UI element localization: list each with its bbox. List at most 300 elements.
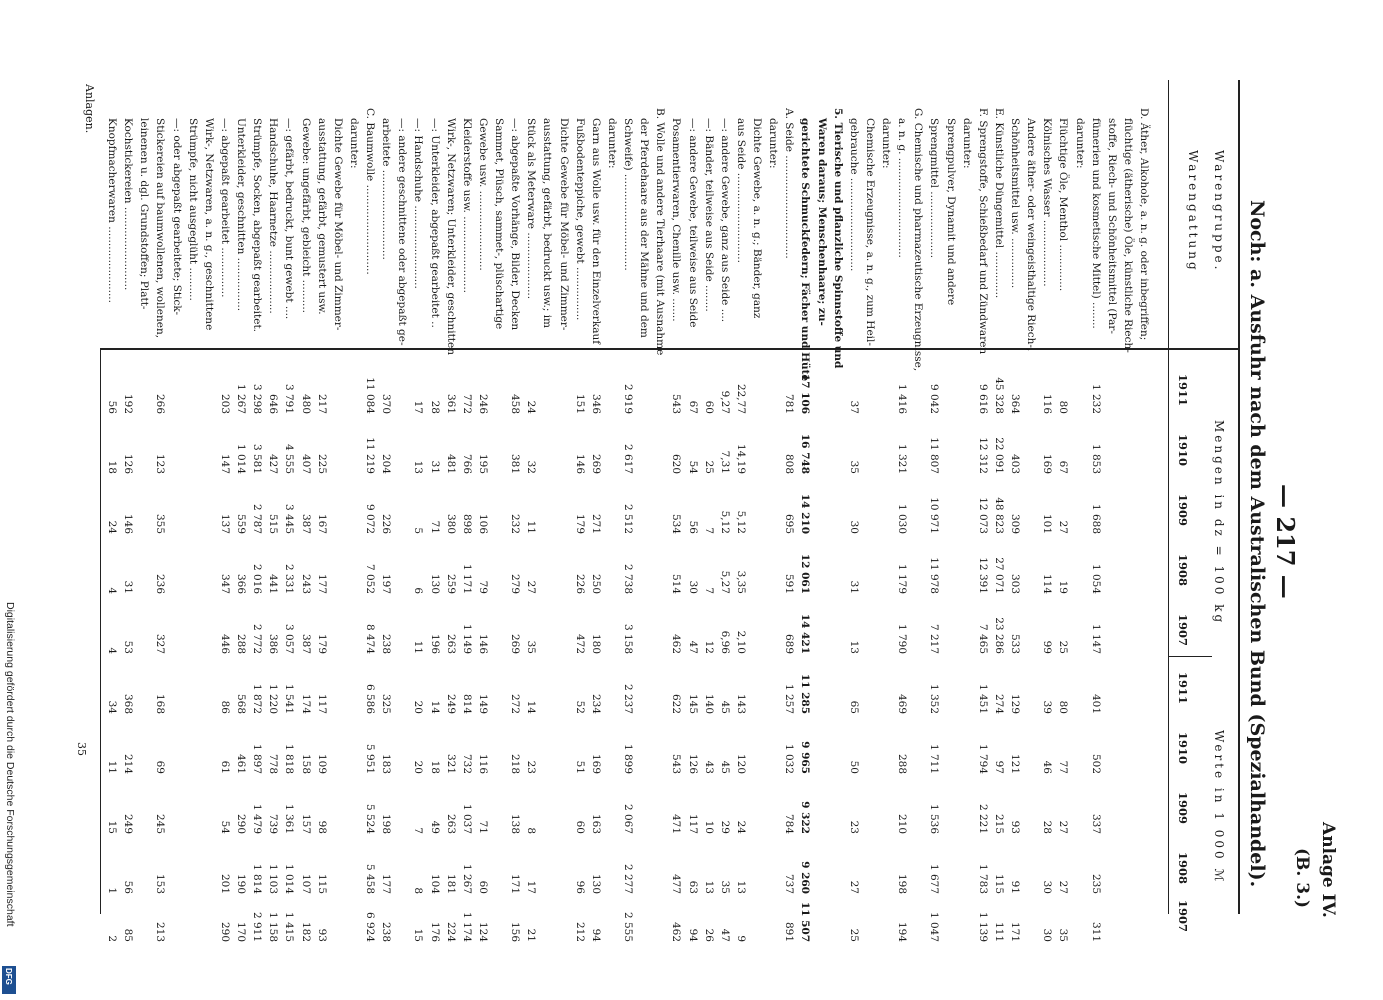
- cell-werte: 471: [670, 813, 683, 834]
- row-label: —: abgepaßte Vorhänge, Bilder, Decken: [509, 118, 522, 331]
- cell-mengen: 271: [589, 513, 602, 534]
- row-label: Sprengpulver, Dynamit und andere: [944, 118, 957, 306]
- cell-mengen: 1 416: [896, 383, 909, 414]
- cell-mengen: 31: [122, 580, 135, 594]
- cell-werte: 168: [154, 693, 167, 714]
- row-label: darunter:: [347, 118, 360, 169]
- cell-mengen: 232: [509, 513, 522, 534]
- row-label: —: gefärbt, bedruckt, bunt gewebt ....: [283, 118, 296, 320]
- cell-mengen: 4: [106, 647, 118, 654]
- cell-werte: 2 911: [251, 911, 264, 942]
- cell-werte: 543: [670, 753, 683, 774]
- row-label: —: andere Gewebe, ganz aus Seide ....: [718, 118, 731, 323]
- cell-werte: 80: [1057, 700, 1070, 714]
- cell-werte: 15: [106, 820, 118, 834]
- cell-werte: 290: [218, 921, 231, 942]
- cell-mengen: 22 091: [992, 437, 1005, 474]
- cell-mengen: 1 321: [896, 443, 909, 474]
- row-label: ausstattung, gefärbt, gemustert usw.: [315, 118, 328, 315]
- cell-mengen: 22,77: [734, 383, 747, 414]
- cell-mengen: 146: [573, 453, 586, 474]
- header-mengen: Mengen in dz = 100 kg: [1212, 420, 1226, 626]
- cell-mengen: 53: [122, 640, 135, 654]
- cell-mengen: 56: [686, 520, 699, 534]
- cell-mengen: 4: [106, 587, 118, 594]
- row-label: stoffe, Riech- und Schönheitsmittel (Par-: [1105, 118, 1118, 334]
- year-header-mengen-1910: 1910: [1176, 434, 1190, 467]
- cell-werte: 194: [896, 921, 909, 942]
- cell-werte: 1 818: [283, 743, 296, 774]
- cell-mengen: 12 073: [976, 497, 989, 534]
- cell-werte: 218: [509, 753, 522, 774]
- cell-mengen: 462: [670, 633, 683, 654]
- cell-werte: 263: [444, 813, 457, 834]
- cell-werte: 18: [428, 760, 441, 774]
- cell-mengen: 146: [476, 633, 489, 654]
- cell-mengen: 898: [460, 513, 473, 534]
- cell-mengen: 217: [315, 393, 328, 414]
- row-label: darunter:: [1073, 118, 1086, 169]
- cell-werte: 143: [734, 693, 747, 714]
- row-label: flüchtige (ätherische) Öle, künstliche Riech-: [1121, 118, 1134, 353]
- row-label: Wirk-, Netzwaren, a. n. g., geschnittene: [202, 118, 215, 331]
- cell-werte: 6 586: [364, 683, 376, 714]
- row-label: Knopfmacherwaren .......................: [106, 118, 118, 303]
- row-label: Fußbodenteppiche, gewebt ................: [573, 118, 586, 321]
- row-label: —: Unterkleider, abgepaßt gearbeitet ..: [428, 118, 441, 328]
- cell-werte: 198: [896, 873, 909, 894]
- cell-mengen: 204: [380, 453, 393, 474]
- cell-mengen: 246: [476, 393, 489, 414]
- cell-mengen: 1 267: [235, 383, 247, 414]
- row-label: Stück als Meterware ....................: [525, 118, 538, 300]
- cell-mengen: 14,19: [734, 443, 747, 474]
- cell-mengen: 35: [525, 640, 538, 654]
- cell-mengen: 6,96: [718, 630, 731, 654]
- cell-mengen: 6: [412, 587, 425, 594]
- cell-mengen: 269: [509, 633, 522, 654]
- cell-mengen: 481: [444, 453, 457, 474]
- row-label: Schweife) .............................: [622, 118, 634, 271]
- cell-werte: 65: [847, 700, 860, 714]
- row-label: Kochstickereien .........................: [122, 118, 135, 291]
- cell-mengen: 25: [702, 460, 715, 474]
- year-header-werte-1911: 1911: [1176, 672, 1190, 705]
- cell-mengen: 226: [380, 513, 393, 534]
- row-label: Chemische Erzeugnisse, a. n. g., zum Heil-: [863, 118, 876, 346]
- row-label: der Pferdehaare aus der Mähne und dem: [638, 118, 651, 338]
- cell-werte: 1 711: [928, 743, 941, 774]
- cell-werte: 198: [380, 813, 393, 834]
- cell-mengen: 266: [154, 393, 167, 414]
- cell-werte: 34: [106, 700, 118, 714]
- cell-mengen: 24: [106, 520, 118, 534]
- row-label: Dichte Gewebe für Möbel- und Zimmer-: [331, 118, 344, 331]
- cell-werte: 130: [589, 873, 602, 894]
- row-label: darunter:: [880, 118, 892, 169]
- cell-werte: 158: [299, 753, 312, 774]
- cell-werte: 124: [476, 921, 489, 942]
- cell-mengen: 13: [847, 640, 860, 654]
- cell-mengen: 3 298: [251, 383, 264, 414]
- cell-mengen: 427: [267, 453, 280, 474]
- row-label: fümerien und kosmetische Mittel) ........: [1089, 118, 1102, 329]
- row-label: Gewebe usw. ........................: [476, 118, 489, 271]
- cell-mengen: 197: [380, 573, 393, 594]
- table-bottom-rule: [100, 348, 101, 914]
- cell-werte: 43: [702, 760, 715, 774]
- table-top-rule: [1238, 80, 1240, 914]
- cell-werte: 213: [154, 921, 167, 942]
- cell-werte: 117: [686, 813, 699, 834]
- cell-werte: 183: [380, 753, 393, 774]
- digitization-note-text: Digitalisierung gefördert durch die Deutsche Forschungsgemeinschaft: [4, 602, 16, 927]
- cell-mengen: 225: [315, 453, 328, 474]
- row-label: Wirk-, Netzwaren; Unterkleider, geschnitten: [444, 118, 457, 355]
- cell-werte: 1 139: [976, 911, 989, 942]
- cell-mengen: 370: [380, 393, 393, 414]
- row-label: gebrauche ............................: [847, 118, 860, 272]
- year-header-werte-1910: 1910: [1176, 732, 1190, 765]
- cell-mengen: 7,31: [718, 450, 731, 474]
- cell-werte: 111: [992, 921, 1005, 942]
- cell-werte: 50: [847, 760, 860, 774]
- cell-mengen: 8 474: [364, 623, 376, 654]
- cell-mengen: 25: [1057, 640, 1070, 654]
- cell-werte: 6 924: [364, 911, 376, 942]
- cell-werte: 9 322: [799, 801, 812, 834]
- cell-mengen: 45 328: [992, 377, 1005, 414]
- row-label: —: andere geschnittene oder abgepaßt ge-: [396, 118, 409, 346]
- year-header-mengen-1907: 1907: [1176, 614, 1190, 647]
- cell-mengen: 9 616: [976, 383, 989, 414]
- row-label: Unterkleider, geschnitten ................: [235, 118, 247, 312]
- cell-werte: 1 032: [783, 743, 796, 774]
- cell-mengen: 3 445: [283, 503, 296, 534]
- cell-mengen: 355: [154, 513, 167, 534]
- row-label: aus Seide ...........................: [734, 118, 747, 263]
- cell-werte: 129: [1009, 693, 1021, 714]
- header-warengruppe: Warengruppe.: [1212, 150, 1226, 273]
- cell-werte: 30: [1041, 880, 1054, 894]
- cell-mengen: 7 217: [928, 623, 941, 654]
- cell-mengen: 180: [589, 633, 602, 654]
- cell-werte: 69: [154, 760, 167, 774]
- cell-werte: 174: [299, 693, 312, 714]
- cell-werte: 1 103: [267, 863, 280, 894]
- cell-mengen: 7: [702, 587, 715, 594]
- cell-mengen: 250: [589, 573, 602, 594]
- cell-mengen: 3 791: [283, 383, 296, 414]
- row-label: Gewebe: ungefärbt, gebleicht ..........: [299, 118, 312, 314]
- cell-mengen: 620: [670, 453, 683, 474]
- cell-werte: 477: [670, 873, 683, 894]
- group-header-underline: [1210, 348, 1240, 349]
- cell-mengen: 689: [783, 633, 796, 654]
- cell-werte: 163: [589, 813, 602, 834]
- cell-werte: 63: [686, 880, 699, 894]
- cell-werte: 9 260: [799, 861, 812, 894]
- cell-werte: 47: [718, 928, 731, 942]
- cell-mengen: 28: [428, 400, 441, 414]
- cell-werte: 737: [783, 873, 796, 894]
- cell-mengen: 126: [122, 453, 135, 474]
- cell-mengen: 269: [589, 453, 602, 474]
- cell-werte: 45: [718, 760, 731, 774]
- cell-mengen: 695: [783, 513, 796, 534]
- cell-werte: 93: [1009, 820, 1021, 834]
- row-label: D. Äther, Alkohole, a. n. g. oder inbegriffen;: [1138, 108, 1150, 341]
- cell-mengen: 514: [670, 573, 683, 594]
- cell-mengen: 288: [235, 633, 247, 654]
- cell-mengen: 2 738: [622, 563, 634, 594]
- cell-werte: 140: [702, 693, 715, 714]
- cell-mengen: 179: [315, 633, 328, 654]
- cell-werte: 238: [380, 921, 393, 942]
- cell-werte: 1 541: [283, 683, 296, 714]
- cell-werte: 11 285: [799, 673, 812, 714]
- cell-mengen: 167: [315, 513, 328, 534]
- cell-werte: 60: [476, 880, 489, 894]
- cell-mengen: 177: [315, 573, 328, 594]
- cell-werte: 23: [525, 760, 538, 774]
- cell-werte: 215: [992, 813, 1005, 834]
- header-warengattung: Warengattung: [1186, 150, 1200, 273]
- cell-mengen: 327: [154, 633, 167, 654]
- cell-werte: 93: [315, 928, 328, 942]
- cell-werte: 784: [783, 813, 796, 834]
- row-label: Strümpfe, nicht ausgeglüht ..........: [186, 118, 199, 301]
- cell-mengen: 130: [428, 573, 441, 594]
- cell-werte: 24: [734, 820, 747, 834]
- cell-werte: 5 951: [364, 743, 376, 774]
- cell-mengen: 361: [444, 393, 457, 414]
- label-column-rule: [100, 348, 1240, 350]
- cell-mengen: 2,10: [734, 630, 747, 654]
- cell-werte: 311: [1089, 921, 1102, 942]
- cell-werte: 9: [734, 935, 747, 942]
- cell-mengen: 3 158: [622, 623, 634, 654]
- cell-mengen: 19: [1057, 580, 1070, 594]
- cell-mengen: 303: [1009, 573, 1021, 594]
- cell-werte: 1 794: [976, 743, 989, 774]
- cell-werte: 1 783: [976, 863, 989, 894]
- cell-werte: 2 555: [622, 911, 634, 942]
- row-label: Stickereien auf baumwollenen, wollenen,: [154, 118, 167, 339]
- cell-mengen: 387: [299, 513, 312, 534]
- cell-mengen: 480: [299, 393, 312, 414]
- cell-mengen: 543: [670, 393, 683, 414]
- row-label: darunter:: [605, 118, 618, 169]
- cell-werte: 288: [896, 753, 909, 774]
- row-label: —: andere Gewebe, teilweise aus Seide: [686, 118, 699, 328]
- row-label: leinenen u. dgl. Grundstoffen; Platt-: [138, 118, 151, 310]
- cell-mengen: 146: [122, 513, 135, 534]
- cell-mengen: 366: [235, 573, 247, 594]
- row-label: Sammet, Plüsch, sammet-, plüschartige: [493, 118, 505, 330]
- cell-werte: 14: [428, 700, 441, 714]
- cell-mengen: 11 978: [928, 557, 941, 594]
- cell-mengen: 79: [476, 580, 489, 594]
- cell-mengen: 1 688: [1089, 503, 1102, 534]
- cell-mengen: 772: [460, 393, 473, 414]
- cell-mengen: 14 421: [799, 613, 812, 654]
- cell-mengen: 11 084: [364, 377, 376, 414]
- cell-mengen: 2 919: [622, 383, 634, 414]
- cell-werte: 2 221: [976, 803, 989, 834]
- row-label: Dichte Gewebe für Möbel- und Zimmer-: [557, 118, 570, 331]
- cell-mengen: 106: [476, 513, 489, 534]
- cell-mengen: 3,35: [734, 570, 747, 594]
- cell-werte: 115: [315, 873, 328, 894]
- anlage-label: Anlage IV.: [1318, 822, 1338, 918]
- anlage-sub: (B. 3.): [1292, 848, 1312, 909]
- cell-mengen: 1 054: [1089, 563, 1102, 594]
- cell-werte: 234: [589, 693, 602, 714]
- cell-mengen: 380: [444, 513, 457, 534]
- cell-werte: 1 220: [267, 683, 280, 714]
- cell-werte: 171: [1009, 921, 1021, 942]
- cell-mengen: 101: [1041, 513, 1054, 534]
- cell-mengen: 226: [573, 573, 586, 594]
- cell-werte: 145: [686, 693, 699, 714]
- cell-werte: 245: [154, 813, 167, 834]
- cell-werte: 177: [380, 873, 393, 894]
- cell-mengen: 147: [218, 453, 231, 474]
- cell-mengen: 35: [847, 460, 860, 474]
- row-label: B. Wolle und andere Tierhaare (mit Ausnahme: [654, 108, 667, 356]
- cell-mengen: 32: [525, 460, 538, 474]
- cell-werte: 622: [670, 693, 683, 714]
- cell-werte: 29: [718, 820, 731, 834]
- header-werte: Werte in 1 000 ℳ: [1212, 730, 1226, 885]
- cell-werte: 46: [1041, 760, 1054, 774]
- cell-werte: 45: [718, 700, 731, 714]
- cell-werte: 85: [122, 928, 135, 942]
- cell-werte: 1 872: [251, 683, 264, 714]
- cell-werte: 1 014: [283, 863, 296, 894]
- cell-mengen: 31: [428, 460, 441, 474]
- cell-werte: 9 965: [799, 741, 812, 774]
- cell-mengen: 60: [702, 400, 715, 414]
- cell-mengen: 381: [509, 453, 522, 474]
- page-number: — 217 —: [1271, 484, 1300, 599]
- cell-werte: 157: [299, 813, 312, 834]
- cell-mengen: 446: [218, 633, 231, 654]
- cell-werte: 96: [573, 880, 586, 894]
- cell-werte: 502: [1089, 753, 1102, 774]
- cell-werte: 13: [734, 880, 747, 894]
- cell-werte: 51: [573, 760, 586, 774]
- cell-mengen: 71: [428, 520, 441, 534]
- cell-mengen: 27 071: [992, 557, 1005, 594]
- cell-mengen: 4 555: [283, 443, 296, 474]
- cell-mengen: 30: [847, 520, 860, 534]
- group-split-rule: [1168, 656, 1212, 657]
- cell-mengen: 116: [1041, 393, 1054, 414]
- cell-werte: 8: [412, 887, 425, 894]
- cell-werte: 138: [509, 813, 522, 834]
- cell-werte: 182: [299, 921, 312, 942]
- cell-mengen: 7 052: [364, 563, 376, 594]
- cell-werte: 109: [315, 753, 328, 774]
- cell-werte: 1 814: [251, 863, 264, 894]
- cell-mengen: 386: [267, 633, 280, 654]
- cell-mengen: 263: [444, 633, 457, 654]
- cell-mengen: 766: [460, 453, 473, 474]
- cell-mengen: 472: [573, 633, 586, 654]
- cell-werte: 778: [267, 753, 280, 774]
- cell-mengen: 7 465: [976, 623, 989, 654]
- cell-werte: 1 361: [283, 803, 296, 834]
- cell-mengen: 14 210: [799, 493, 812, 534]
- cell-werte: 212: [573, 921, 586, 942]
- cell-werte: 1 536: [928, 803, 941, 834]
- row-label: Strümpfe, Socken, abgepaßt gearbeitet.: [251, 118, 264, 333]
- cell-mengen: 808: [783, 453, 796, 474]
- cell-werte: 23: [847, 820, 860, 834]
- cell-werte: 224: [444, 921, 457, 942]
- cell-werte: 176: [428, 921, 441, 942]
- dfg-logo-text: DFG: [4, 968, 13, 985]
- cell-mengen: 196: [428, 633, 441, 654]
- cell-werte: 27: [1057, 880, 1070, 894]
- cell-werte: 116: [476, 753, 489, 774]
- cell-werte: 120: [734, 753, 747, 774]
- cell-werte: 1 267: [460, 863, 473, 894]
- cell-mengen: 646: [267, 393, 280, 414]
- cell-mengen: 346: [589, 393, 602, 414]
- cell-mengen: 458: [509, 393, 522, 414]
- cell-werte: 170: [235, 921, 247, 942]
- cell-mengen: 534: [670, 513, 683, 534]
- cell-werte: 98: [315, 820, 328, 834]
- cell-werte: 10: [702, 820, 715, 834]
- row-label: E. Künstliche Düngemittel ..............: [992, 108, 1005, 299]
- row-label: Handschuhe, Haarnetze ...................: [267, 118, 280, 314]
- year-header-mengen-1911: 1911: [1176, 374, 1190, 407]
- cell-werte: 461: [235, 753, 247, 774]
- cell-mengen: 9 072: [364, 503, 376, 534]
- cell-werte: 5 458: [364, 863, 376, 894]
- cell-mengen: 2 787: [251, 503, 264, 534]
- cell-mengen: 1 030: [896, 503, 909, 534]
- cell-werte: 60: [573, 820, 586, 834]
- cell-werte: 8: [525, 827, 538, 834]
- cell-mengen: 17 106: [799, 373, 812, 414]
- row-label: A. Seide ...............................: [783, 108, 796, 259]
- row-label: Waren daraus; Menschenhaare; zu-: [815, 118, 828, 326]
- cell-werte: 290: [235, 813, 247, 834]
- cell-werte: 20: [412, 760, 425, 774]
- cell-mengen: 56: [106, 400, 118, 414]
- cell-werte: 2 277: [622, 863, 634, 894]
- cell-mengen: 5,12: [734, 510, 747, 534]
- cell-werte: 2 237: [622, 683, 634, 714]
- cell-mengen: 591: [783, 573, 796, 594]
- cell-mengen: 31: [847, 580, 860, 594]
- cell-werte: 91: [1009, 880, 1021, 894]
- cell-mengen: 1 790: [896, 623, 909, 654]
- cell-mengen: 1 171: [460, 563, 473, 594]
- cell-werte: 1 897: [251, 743, 264, 774]
- cell-mengen: 5,27: [718, 570, 731, 594]
- cell-mengen: 27: [1057, 520, 1070, 534]
- cell-mengen: 12 061: [799, 553, 812, 594]
- cell-mengen: 54: [686, 460, 699, 474]
- year-header-werte-1909: 1909: [1176, 792, 1190, 825]
- row-label: —: abgepaßt gearbeitet ...............: [218, 118, 231, 298]
